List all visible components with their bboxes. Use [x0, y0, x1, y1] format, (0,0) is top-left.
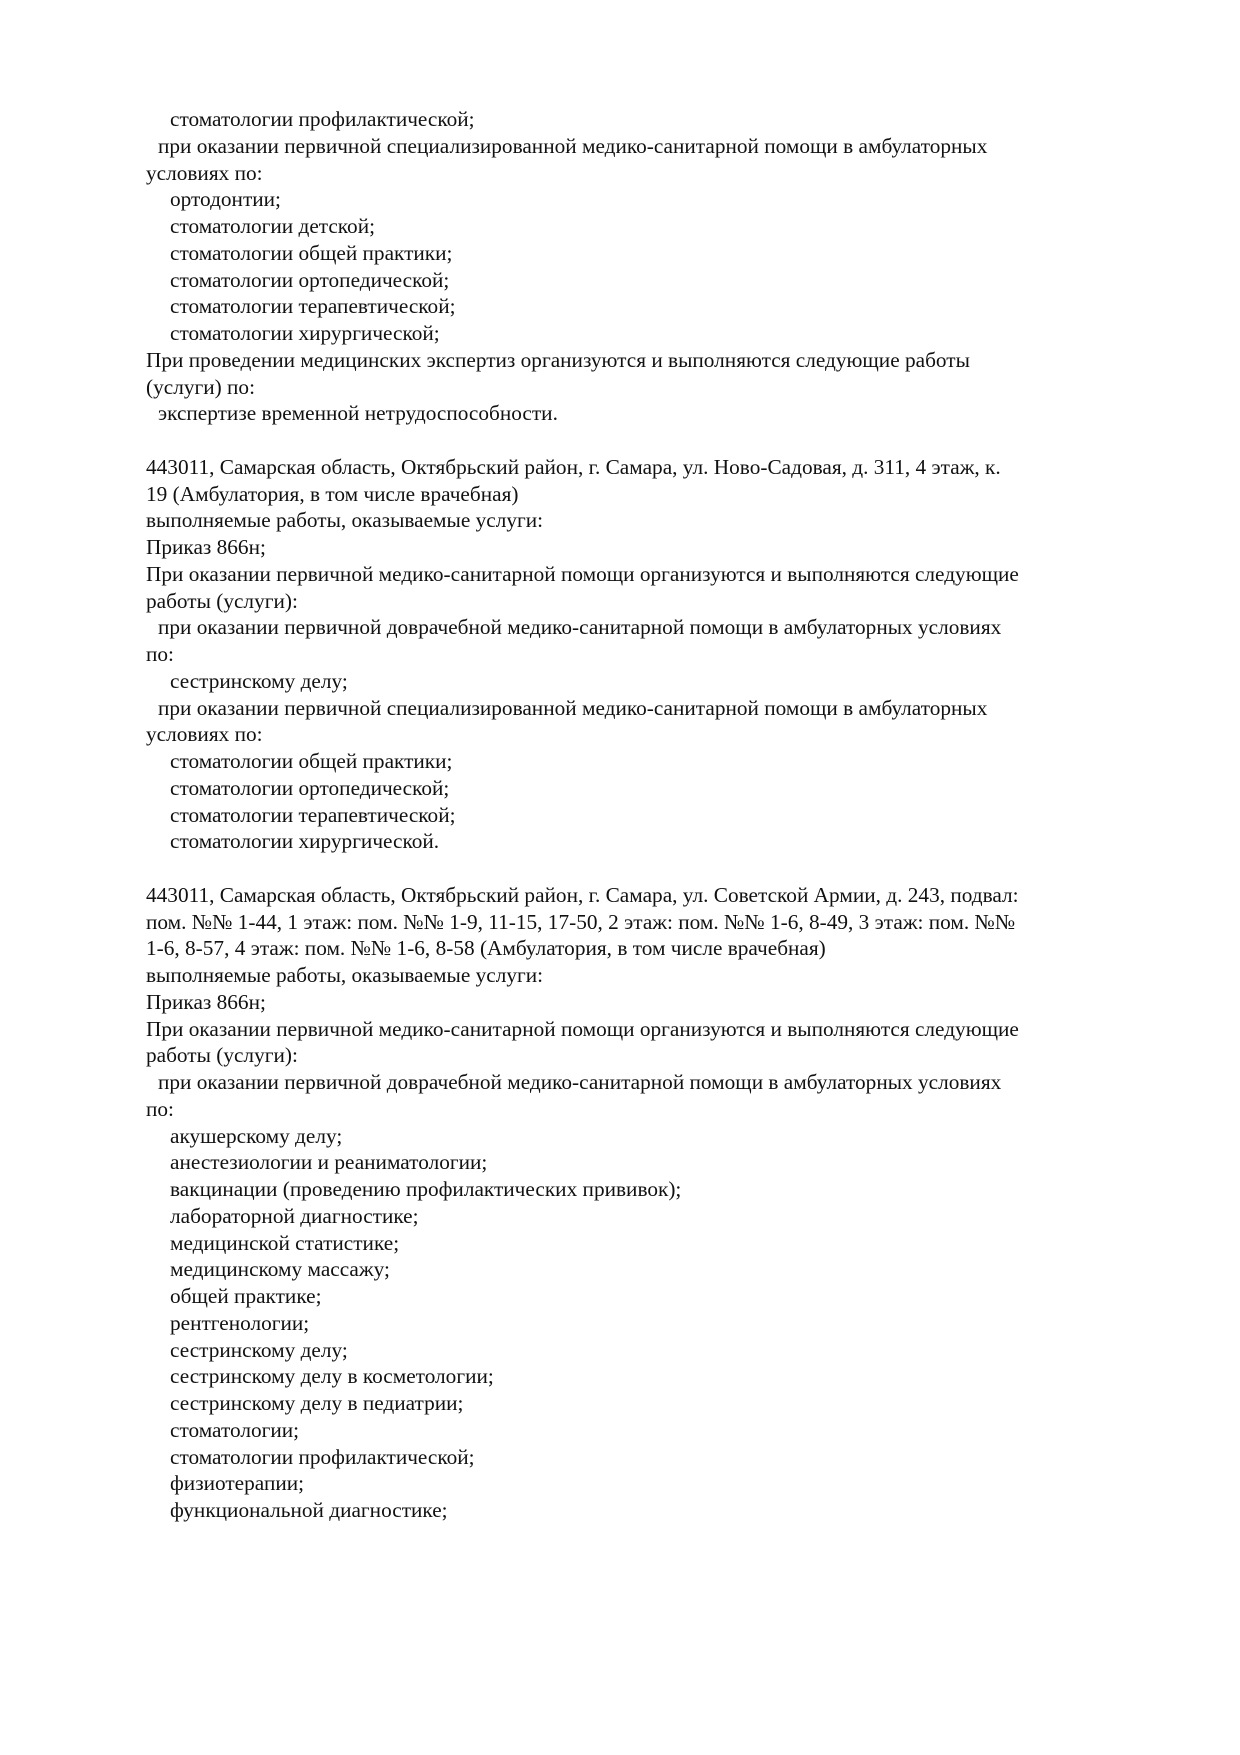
document-page	[146, 106, 1156, 1524]
paragraph-line: выполняемые работы, оказываемые услуги:	[146, 963, 544, 987]
paragraph-line: 1-6, 8-57, 4 этаж: пом. №№ 1-6, 8-58 (Амбулатория, в том числе врачебная)	[146, 936, 826, 961]
blank-line	[146, 855, 1156, 882]
section-subheading: при оказании первичной специализированной медико-санитарной помощи в амбулаторных	[158, 133, 988, 158]
list-item: стоматологии детской;	[170, 214, 376, 238]
paragraph-line: При проведении медицинских экспертиз организуются и выполняются следующие работы	[146, 347, 970, 372]
list-item: сестринскому делу в косметологии;	[170, 1364, 494, 1389]
list-item: общей практике;	[170, 1284, 322, 1308]
list-item: стоматологии терапевтической;	[170, 802, 456, 827]
section-subheading: при оказании первичной специализированной медико-санитарной помощи в амбулаторных	[158, 695, 988, 720]
paragraph-line: (услуги) по:	[146, 374, 255, 399]
paragraph-line: 19 (Амбулатория, в том числе врачебная)	[146, 481, 519, 506]
paragraph-line: по:	[146, 642, 174, 666]
list-item: стоматологии хирургической.	[170, 829, 440, 854]
paragraph-line: по:	[146, 1096, 174, 1121]
list-item: рентгенологии;	[170, 1310, 310, 1335]
list-item: стоматологии общей практики;	[170, 749, 453, 773]
paragraph-line: выполняемые работы, оказываемые услуги:	[146, 508, 544, 533]
list-item: стоматологии ортопедической;	[170, 267, 450, 292]
list-item: анестезиологии и реаниматологии;	[170, 1150, 488, 1175]
list-item: стоматологии;	[170, 1417, 300, 1442]
list-item: ортодонтии;	[170, 187, 281, 212]
list-item: медицинскому массажу;	[170, 1257, 390, 1282]
list-item: стоматологии профилактической;	[170, 107, 475, 131]
list-item: стоматологии профилактической;	[170, 1444, 475, 1469]
blank-line	[146, 427, 1156, 454]
list-item: лабораторной диагностике;	[170, 1203, 419, 1228]
list-item: медицинской статистике;	[170, 1230, 400, 1255]
list-item: физиотерапии;	[170, 1471, 305, 1496]
list-item: сестринскому делу;	[170, 1337, 348, 1362]
paragraph-line: пом. №№ 1-44, 1 этаж: пом. №№ 1-9, 11-15, 17-50, 2 этаж: пом. №№ 1-6, 8-49, 3 этаж: пом. №№	[146, 909, 1016, 934]
list-item: функциональной диагностике;	[170, 1498, 448, 1522]
paragraph-line: работы (услуги):	[146, 1043, 298, 1068]
paragraph-line: 443011, Самарская область, Октябрьский район, г. Самара, ул. Советской Армии, д. 243, подвал:	[146, 882, 1019, 907]
list-item: сестринскому делу в педиатрии;	[170, 1391, 464, 1415]
paragraph-line: работы (услуги):	[146, 588, 298, 613]
section-subheading: при оказании первичной доврачебной медико-санитарной помощи в амбулаторных условиях	[158, 615, 1002, 640]
paragraph-line: При оказании первичной медико-санитарной помощи организуются и выполняются следующие	[146, 1016, 1019, 1041]
list-item: стоматологии ортопедической;	[170, 775, 450, 800]
list-item: стоматологии хирургической;	[170, 321, 440, 345]
paragraph-line: При оказании первичной медико-санитарной помощи организуются и выполняются следующие	[146, 561, 1019, 586]
section-subheading: при оказании первичной доврачебной медико-санитарной помощи в амбулаторных условиях	[158, 1070, 1002, 1094]
list-item: стоматологии общей практики;	[170, 240, 453, 265]
paragraph-line: условиях по:	[146, 160, 263, 185]
paragraph-line: условиях по:	[146, 722, 263, 747]
paragraph-line: 443011, Самарская область, Октябрьский район, г. Самара, ул. Ново-Садовая, д. 311, 4 этаж, к.	[146, 454, 1001, 479]
section-subheading: экспертизе временной нетрудоспособности.	[158, 401, 558, 426]
paragraph-line: Приказ 866н;	[146, 535, 266, 559]
list-item: вакцинации (проведению профилактических прививок);	[170, 1177, 682, 1201]
paragraph-line: Приказ 866н;	[146, 989, 266, 1014]
list-item: акушерскому делу;	[170, 1123, 343, 1148]
list-item: стоматологии терапевтической;	[170, 294, 456, 319]
list-item: сестринскому делу;	[170, 668, 348, 693]
